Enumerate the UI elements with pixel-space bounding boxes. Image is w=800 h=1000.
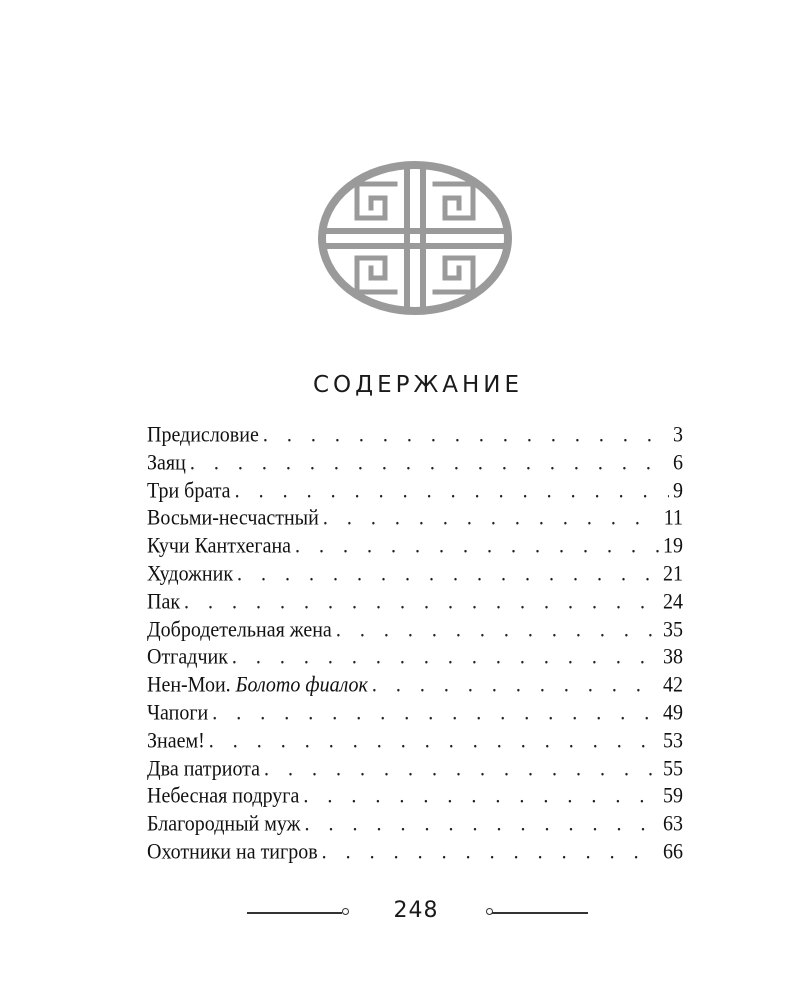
dot-leader bbox=[235, 476, 669, 507]
toc-entry-title-text: Небесная подруга bbox=[147, 784, 300, 809]
toc-entry-title-text: Заяц bbox=[147, 450, 186, 475]
toc-entry-page: 35 bbox=[663, 617, 683, 642]
toc-entry-page: 59 bbox=[663, 784, 683, 809]
toc-entry-title bbox=[147, 838, 318, 869]
toc-entry-page: 42 bbox=[663, 672, 683, 698]
toc-entry-title bbox=[147, 810, 300, 841]
toc-entry bbox=[147, 699, 683, 730]
toc-entry bbox=[147, 532, 683, 563]
toc-entry bbox=[147, 421, 683, 452]
toc-entry-title-text: Художник bbox=[147, 561, 234, 586]
toc-entry-title bbox=[147, 699, 208, 730]
toc-entry-title-text: Благородный муж bbox=[147, 811, 301, 837]
toc-entry bbox=[147, 671, 683, 702]
toc-entry-title bbox=[147, 643, 228, 674]
toc-entry bbox=[147, 643, 683, 674]
toc-entry-page: 3 bbox=[673, 422, 683, 448]
toc-entry-title-text: Предисловие bbox=[147, 422, 259, 448]
toc-entry-title bbox=[147, 560, 233, 591]
toc-entry-title bbox=[147, 671, 368, 702]
toc-entry bbox=[147, 726, 683, 757]
footer-right-rule bbox=[492, 912, 588, 914]
page-footer bbox=[0, 898, 800, 928]
dot-leader bbox=[184, 587, 659, 618]
dot-leader bbox=[336, 615, 659, 646]
toc-entry-page: 6 bbox=[673, 450, 683, 475]
toc-entry-title bbox=[147, 782, 299, 813]
toc-entry bbox=[147, 810, 683, 841]
toc-entry bbox=[147, 754, 683, 785]
dot-leader bbox=[372, 671, 659, 702]
toc-entry-page: 49 bbox=[663, 700, 683, 725]
toc-entry bbox=[147, 448, 683, 479]
dot-leader bbox=[190, 448, 669, 479]
toc-entry bbox=[147, 560, 683, 591]
dot-leader bbox=[263, 421, 669, 452]
toc-entry-page: 9 bbox=[673, 478, 683, 503]
toc-entry-title bbox=[147, 448, 186, 479]
toc-entry-title-text: Добродетельная жена bbox=[147, 617, 332, 642]
toc-entry-title bbox=[147, 615, 332, 646]
toc-entry-title bbox=[147, 754, 260, 785]
toc-entry-title bbox=[147, 726, 205, 757]
toc-entry-title-text: Охотники на тигров bbox=[147, 839, 318, 864]
toc-entry-title-text: Восьми-несчастный bbox=[147, 506, 319, 531]
toc-entry-title bbox=[147, 532, 291, 563]
shou-ornament-icon bbox=[317, 160, 513, 316]
table-of-contents bbox=[147, 422, 683, 867]
toc-entry-title-text: Три брата bbox=[147, 478, 231, 503]
toc-entry-page: 53 bbox=[663, 728, 683, 753]
toc-entry-title-text: Нен-Мои. bbox=[147, 672, 236, 698]
toc-entry-page: 24 bbox=[663, 589, 683, 614]
dot-leader bbox=[237, 560, 659, 591]
toc-entry bbox=[147, 782, 683, 813]
page-number: 248 bbox=[393, 898, 439, 923]
dot-leader bbox=[209, 726, 659, 757]
toc-entry-page: 63 bbox=[663, 811, 683, 837]
dot-leader bbox=[212, 699, 659, 730]
toc-entry-subtitle: Болото фиалок bbox=[235, 672, 368, 698]
toc-entry bbox=[147, 476, 683, 507]
toc-entry-title bbox=[147, 504, 319, 535]
dot-leader bbox=[322, 838, 659, 869]
toc-entry-title bbox=[147, 587, 180, 618]
toc-entry-page: 55 bbox=[663, 756, 683, 781]
toc-entry bbox=[147, 838, 683, 869]
toc-entry-page: 19 bbox=[663, 533, 683, 559]
dot-leader bbox=[264, 754, 659, 785]
toc-entry-page: 21 bbox=[663, 561, 683, 586]
dot-leader bbox=[303, 782, 659, 813]
toc-title: СОДЕРЖАНИЕ bbox=[312, 372, 524, 398]
dot-leader bbox=[304, 810, 659, 841]
toc-entry-title-text: Кучи Кантхегана bbox=[147, 533, 292, 559]
dot-leader bbox=[295, 532, 659, 563]
toc-entry-title-text: Знаем! bbox=[147, 728, 205, 753]
toc-entry bbox=[147, 504, 683, 535]
toc-entry-page: 11 bbox=[663, 506, 683, 531]
toc-entry-title bbox=[147, 476, 231, 507]
toc-entry-page: 66 bbox=[663, 839, 683, 864]
toc-entry-page: 38 bbox=[663, 645, 683, 670]
toc-entry bbox=[147, 587, 683, 618]
toc-entry-title-text: Отгадчик bbox=[147, 645, 228, 670]
toc-entry-title-text: Чапоги bbox=[147, 700, 209, 725]
toc-entry bbox=[147, 615, 683, 646]
dot-leader bbox=[232, 643, 659, 674]
toc-entry-title-text: Два патриота bbox=[147, 756, 261, 781]
dot-leader bbox=[323, 504, 660, 535]
toc-entry-title bbox=[147, 421, 259, 452]
toc-entry-title-text: Пак bbox=[147, 589, 181, 614]
